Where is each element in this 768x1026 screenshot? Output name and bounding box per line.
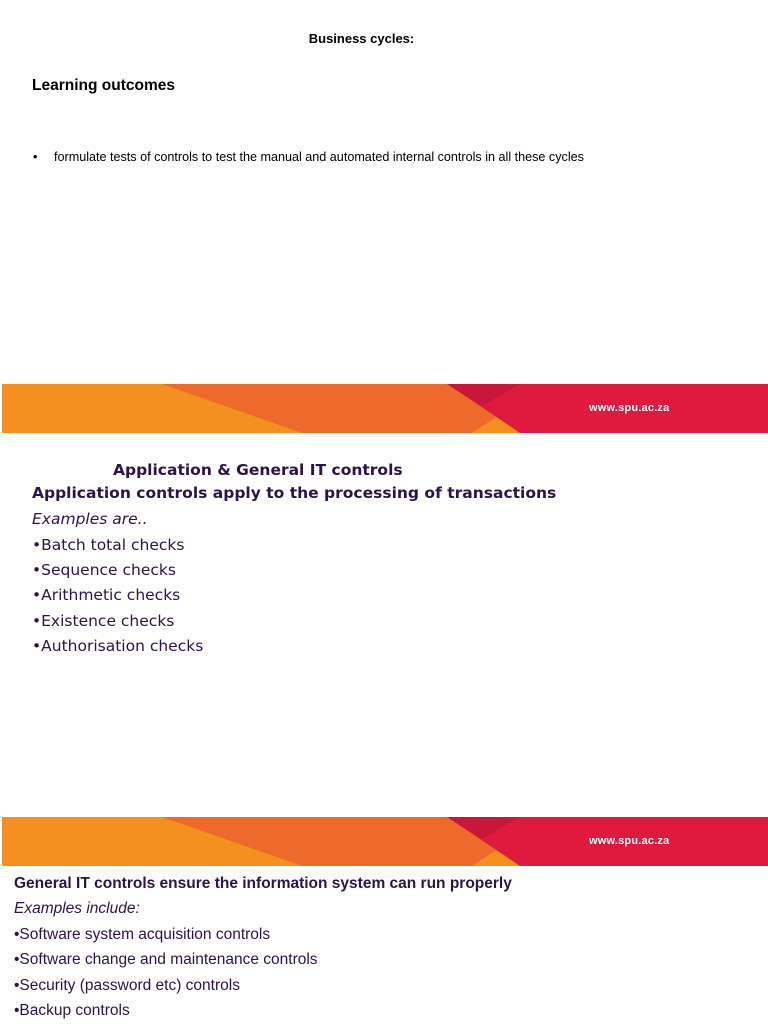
bullet-item	[33, 150, 584, 164]
examples-intro: Examples include:	[14, 900, 140, 917]
slide-general-it-controls	[0, 866, 768, 1024]
slide-subtitle: Application controls apply to the processing of transactions	[32, 484, 557, 502]
list-item: •Security (password etc) controls	[14, 976, 240, 994]
list-item: •Existence checks	[32, 611, 175, 630]
list-item: •Authorisation checks	[32, 636, 204, 655]
footer-banner	[2, 817, 768, 866]
website-url: www.spu.ac.za	[589, 402, 670, 414]
examples-intro: Examples are..	[32, 510, 148, 528]
website-url: www.spu.ac.za	[589, 835, 670, 847]
slide-title: Business cycles:	[308, 31, 415, 46]
slide-learning-outcomes	[0, 0, 768, 384]
section-heading: Learning outcomes	[32, 77, 175, 94]
slide-application-controls	[0, 433, 768, 817]
examples-list	[32, 535, 203, 661]
list-item: •Arithmetic checks	[32, 586, 181, 605]
slide-title: Application & General IT controls	[113, 461, 403, 479]
list-item: •Backup controls	[14, 1001, 130, 1019]
examples-list	[14, 925, 318, 1026]
bullet-marker: •	[33, 150, 38, 164]
footer-banner	[2, 384, 768, 433]
list-item: •Software system acquisition controls	[14, 926, 271, 943]
list-item: •Sequence checks	[32, 561, 176, 580]
list-item: •Software change and maintenance controls	[14, 951, 318, 969]
list-item: •Batch total checks	[32, 536, 185, 554]
slide-title: General IT controls ensure the information system can run properly	[14, 875, 512, 892]
bullet-text: formulate tests of controls to test the manual and automated internal controls in all these cycles	[54, 150, 584, 164]
